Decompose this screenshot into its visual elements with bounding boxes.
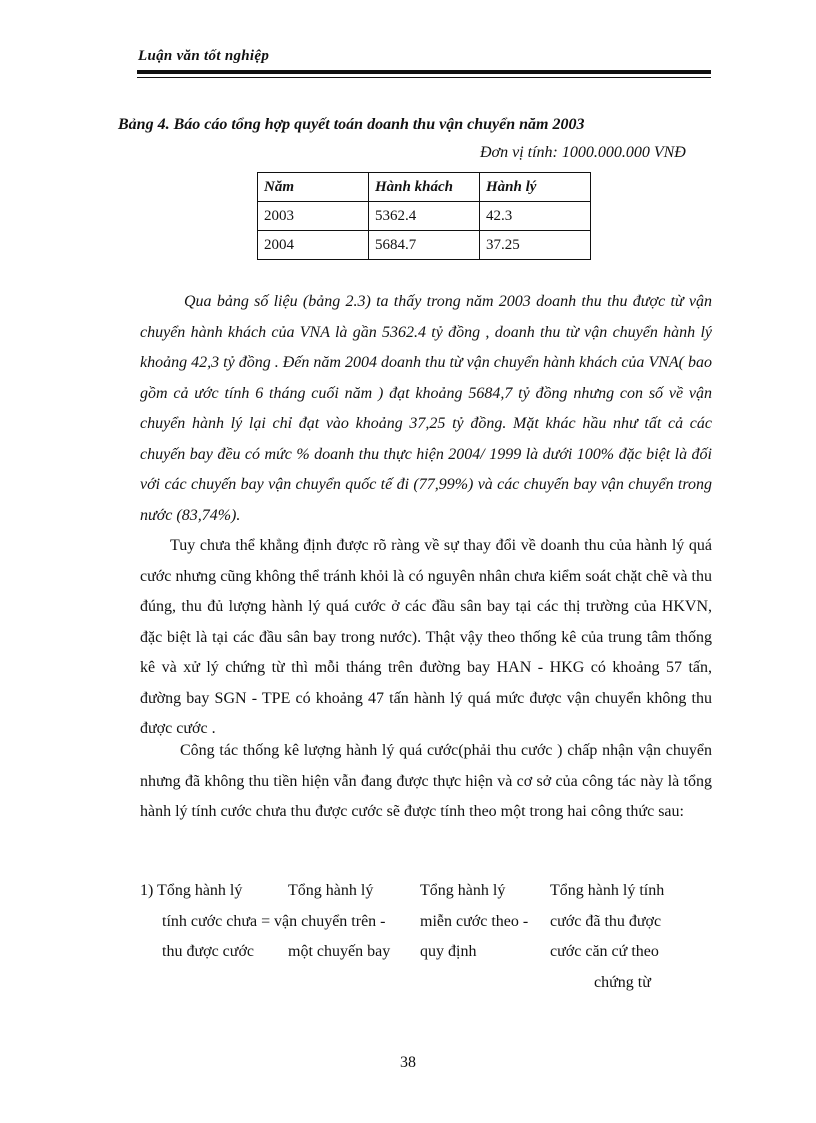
table-cell: 2003 bbox=[258, 202, 369, 231]
formula-term-transported bbox=[274, 876, 391, 968]
column-header-baggage: Hành lý bbox=[480, 173, 591, 202]
running-header-title: Luận văn tốt nghiệp bbox=[138, 48, 270, 64]
table-header-row bbox=[258, 173, 591, 202]
page-number: 38 bbox=[400, 1054, 416, 1071]
table-row bbox=[258, 202, 591, 231]
table-cell: 5362.4 bbox=[369, 202, 480, 231]
revenue-table bbox=[257, 172, 591, 260]
formula-line: Tổng hành lý bbox=[420, 882, 506, 899]
column-header-year: Năm bbox=[258, 173, 369, 202]
formula-line: cước căn cứ theo bbox=[550, 943, 659, 960]
table-cell: 5684.7 bbox=[369, 231, 480, 260]
formula-term-exempt bbox=[420, 876, 528, 968]
paragraph-analysis: Qua bảng số liệu (bảng 2.3) ta thấy trong năm 2003 doanh thu thu được từ vận chuyển hành khách của VNA là gần 5362.4 tỷ đồng , doanh thu từ vận chuyển hành lý khoảng 42,3 tỷ đồng . Đến năm 2004 doanh thu từ vận chuyển hành khách của VNA( bao gồm cả ước tính 6 tháng cuối năm ) đạt khoảng 5684,7 tỷ đồng nhưng con số về vận chuyển hành lý lại chỉ đạt vào khoảng 37,25 tỷ đồng. Mặt khác hầu như tất cả các chuyến bay đều có mức % doanh thu thực hiện 2004/ 1999 là dưới 100% đặc biệt là đối với các chuyến bay vận chuyển quốc tế đi (77,99%) và các chuyến bay vận chuyển trong nước (83,74%). bbox=[140, 293, 712, 524]
formula-line: tính cước chưa = bbox=[162, 912, 271, 930]
header-rule-thin bbox=[137, 77, 711, 78]
formula-line: Tổng hành lý bbox=[288, 882, 374, 899]
header-rule-thick bbox=[137, 70, 711, 74]
formula-term-result bbox=[140, 876, 270, 968]
formula-line: quy định bbox=[420, 943, 477, 960]
paragraph-uncertainty: Tuy chưa thể khẳng định được rõ ràng về sự thay đổi về doanh thu của hành lý quá cước nhưng cũng không thể tránh khỏi là có nguyên nhân chưa kiểm soát chặt chẽ và thu đúng, thu đủ lượng hành lý quá cước ở các đầu sân bay tại các thị trường của HKVN, đặc biệt là tại các đầu sân bay trong nước). Thật vậy theo thống kê của trung tâm thống kê và xử lý chứng từ thì mỗi tháng trên đường bay HAN - HKG có khoảng 57 tấn, đường bay SGN - TPE có khoảng 47 tấn hành lý quá mức được vận chuyển không thu được cước . bbox=[140, 537, 712, 737]
formula-line: một chuyến bay bbox=[288, 943, 391, 960]
table-row bbox=[258, 231, 591, 260]
column-header-passenger: Hành khách bbox=[369, 173, 480, 202]
paragraph-statistics-method: Công tác thống kê lượng hành lý quá cước(phải thu cước ) chấp nhận vận chuyển nhưng đã không thu tiền hiện vẫn đang được thực hiện và cơ sở của công tác này là tổng hành lý tính cước chưa thu được cước sẽ được tính theo một trong hai công thức sau: bbox=[140, 742, 712, 820]
formula-line: miễn cước theo - bbox=[420, 912, 529, 930]
formula-line: cước đã thu được bbox=[550, 912, 662, 930]
formula-line: 1) Tổng hành lý bbox=[140, 882, 243, 899]
unit-label: Đơn vị tính: 1000.000.000 VNĐ bbox=[480, 144, 686, 161]
formula-term-collected bbox=[550, 876, 664, 998]
formula-line: chứng từ bbox=[594, 973, 651, 991]
table-cell: 2004 bbox=[258, 231, 369, 260]
table-cell: 42.3 bbox=[480, 202, 591, 231]
formula-line: thu được cước bbox=[162, 943, 255, 960]
formula-line: Tổng hành lý tính bbox=[550, 882, 665, 899]
table-cell: 37.25 bbox=[480, 231, 591, 260]
table-caption: Bảng 4. Báo cáo tổng hợp quyết toán doanh thu vận chuyển năm 2003 bbox=[118, 116, 585, 133]
formula-line: vận chuyển trên - bbox=[274, 912, 386, 930]
